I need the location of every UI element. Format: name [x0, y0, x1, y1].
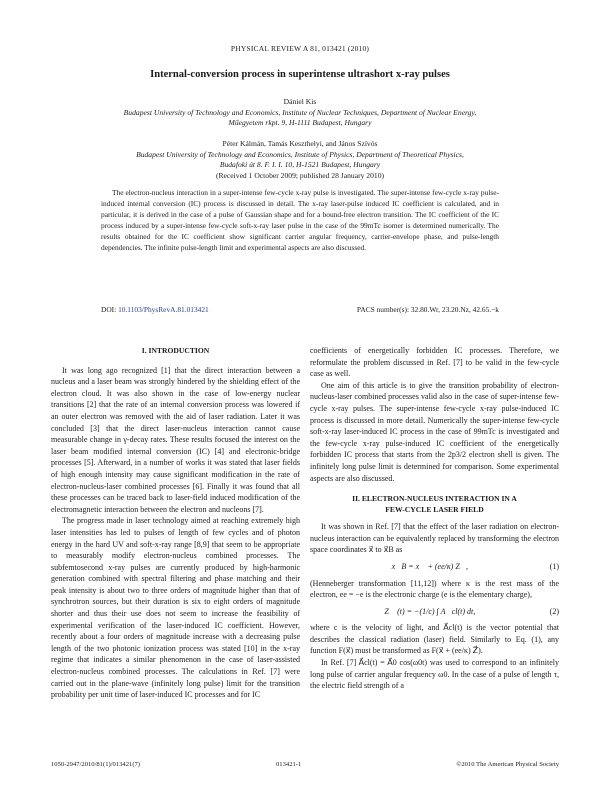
- author-block-1: [60, 97, 540, 129]
- equation-1: [310, 561, 559, 573]
- paragraph: In Ref. [7] A⃗cl(t) = A⃗0 cos(ω0t) was used to correspond to an infinitely long pulse of carrier angular frequency ω0. In the case of a pulse of length τ, the electric field strength of a: [310, 658, 559, 691]
- abstract: The electron-nucleus interaction in a super-intense few-cycle x-ray pulse is investigated. The super-intense few-cycle x-ray pulse-induced internal conversion (IC) process is discussed in detail. The x-ray laser-pulse induced IC coefficient is calculated, and in particular, it is derived in the case of a pulse of Gaussian shape and for a bound-free electron transition. The IC coefficient of the IC process induced by a super-intense few-cycle soft-x-ray laser pulse in the case of the 99mTc isomer is determined numerically. The results obtained for the IC coefficient show significant carrier angular frequency, carrier-envelope phase, and pulse-length dependencies. The infinite pulse-length limit and experimental aspects are also discussed.: [101, 188, 499, 253]
- copyright: ©2010 The American Physical Society: [456, 761, 559, 768]
- doi-pacs-line: [101, 305, 499, 314]
- doi-link[interactable]: 10.1103/PhysRevA.81.013421: [118, 305, 209, 314]
- paper-title: Internal-conversion process in superintense ultrashort x-ray pulses: [150, 69, 450, 80]
- page-number: 013421-1: [276, 761, 302, 768]
- paragraph: where c is the velocity of light, and A⃗cl(t) is the vector potential that describes the classical radiation (laser) field. Similarly to Eq. (1), any function F(x⃗) must be transformed as F(x⃗ + (ee/κ) Z⃗).: [310, 623, 559, 656]
- footer-code: 1050-2947/2010/81(1)/013421(7): [51, 761, 141, 768]
- author-block-2: [60, 139, 540, 181]
- pacs-numbers: PACS number(s): 32.80.Wr, 23.20.Nz, 42.65.−k: [356, 305, 499, 314]
- doi-label: DOI:: [101, 305, 117, 314]
- equation-body: x⃗B = x⃗ + (ee/κ) Z⃗,: [391, 561, 469, 571]
- section-heading-line: FEW-CYCLE LASER FIELD: [385, 504, 484, 514]
- author-name: Dániel Kis: [283, 97, 317, 106]
- author-names: Péter Kálmán, Tamás Keszthelyi, and János Szívós: [222, 139, 378, 148]
- equation-body: Z⃗ (t) = −(1/c) ∫ A⃗cl(t) dt,: [384, 606, 476, 616]
- equation-2: [310, 606, 559, 618]
- paragraph: coefficients of energetically forbidden IC processes. Therefore, we reformulate the problem discussed in Ref. [7] to be valid in the few-cycle case as well.: [310, 346, 559, 379]
- right-column: [310, 345, 559, 692]
- section-heading: I. INTRODUCTION: [141, 346, 210, 355]
- affiliation-line: Műegyetem rkpt. 9, H-1111 Budapest, Hungary: [228, 118, 372, 128]
- section-heading: [310, 494, 559, 515]
- paragraph: It was shown in Ref. [7] that the effect of the laser radiation on electron-nucleus interaction can be equivalently replaced by transforming the electron space coordinates x⃗ to x⃗B as: [310, 522, 559, 555]
- left-column: [51, 345, 300, 701]
- journal-header: PHYSICAL REVIEW A 81, 013421 (2010): [230, 44, 370, 53]
- section-heading-line: II. ELECTRON-NUCLEUS INTERACTION IN A: [352, 494, 517, 504]
- received-dates: (Received 1 October 2009; published 28 January 2010): [215, 170, 385, 180]
- paragraph: The progress made in laser technology aimed at reaching extremely high laser intensities has led to pulses of length of few cycles and of photon energy in the hard UV and soft-x-ray range [8,9] that seem to be appropriate to measurably modify electron-nucleus combined processes. The subfemtosecond x-ray pulses are currently produced by high-harmonic generation combined with spectral filtering and phase matching and their peak intensity is about two to three orders of magnitude higher than that of synchrotron sources, but their duration is six to eight orders of magnitude shorter and thus their use does not seem to increase the feasibility of experimental verification of the laser-induced IC coefficient. However, recently about a four orders of magnitude increase with a decreasing pulse length of the two photonic ionization process was stated [10] in the x-ray regime that indicates a similar phenomenon in the case of laser-assisted electron-nucleus combined processes. The calculations in Ref. [7] were carried out in the plane-wave (infinitely long pulse) limit for the transition probability per unit time of laser-induced IC processes and for IC: [51, 516, 300, 700]
- equation-number: (2): [549, 606, 559, 616]
- affiliation-line: Budapest University of Technology and Economics, Institute of Physics, Department of Theoretical Physics,: [136, 149, 464, 159]
- equation-number: (1): [549, 561, 559, 571]
- paragraph: One aim of this article is to give the transition probability of electron-nucleus-laser combined processes valid also in the case of super-intense few-cycle x-ray pulses. The super-intense few-cycle x-ray pulse-induced IC process is discussed in more detail. Numerically the super-intense few-cycle soft-x-ray laser-induced IC process in the case of 99mTc is investigated and the few-cycle x-ray pulse-induced IC coefficient of the energetically forbidden IC process that starts from the 2p3/2 electron shell is given. The infinitely long pulse limit is determined for comparison. Some experimental aspects are also discussed.: [310, 380, 559, 483]
- paragraph: (Henneberger transformation [11,12]) where κ is the rest mass of the electron, ee = −e is the electronic charge (e is the elementary charge),: [310, 578, 559, 600]
- paragraph: It was long ago recognized [1] that the direct interaction between a nucleus and a laser beam was strongly hindered by the shielding effect of the electron cloud. It was also shown in the case of low-energy nuclear transitions [2] that the rate of an internal conversion process was lowered if an outer electron was removed with the aid of laser radiation. Later it was concluded [3] that the direct laser-nucleus interaction cannot cause measurable change in γ-decay rates. These results focused the interest on the laser beam modified internal conversion (IC) [4] and electronic-bridge processes [5]. Afterward, in a number of works it was stated that laser fields of high enough intensity may cause significant modification in the rate of electron-nucleus-laser combined processes [6]. Finally it was found that all these processes can be traced back to laser-field induced modification of the electromagnetic interaction between the electron and nucleons [7].: [51, 365, 300, 514]
- affiliation-line: Budapest University of Technology and Economics, Institute of Nuclear Techniques, Department of Nuclear Energy,: [123, 107, 477, 117]
- affiliation-line: Budafoki út 8. F. I. I. 10, H-1521 Budapest, Hungary: [219, 160, 381, 170]
